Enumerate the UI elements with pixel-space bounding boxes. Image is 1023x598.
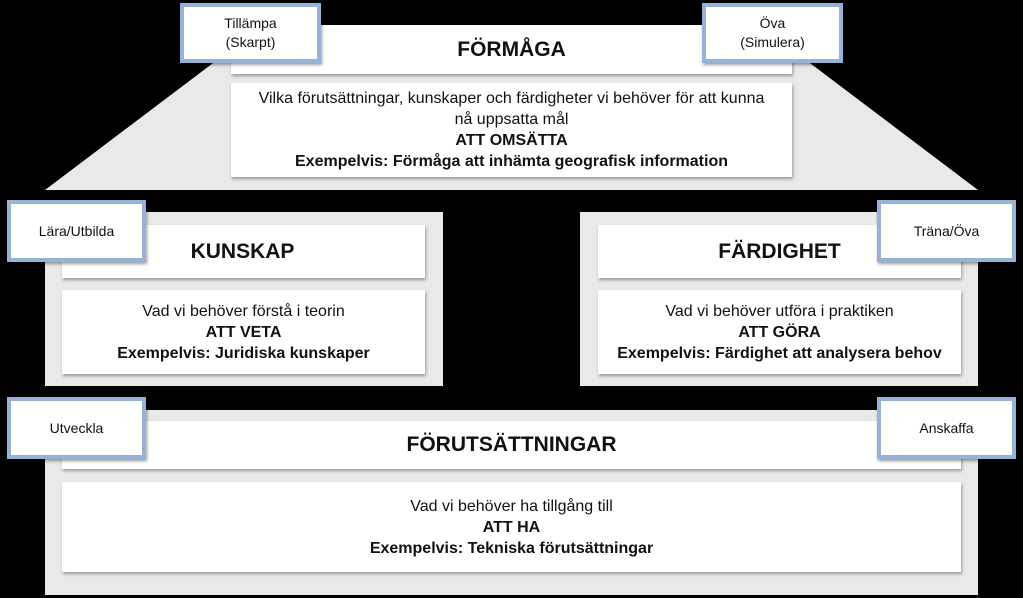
formaga-example: Exempelvis: Förmåga att inhämta geografisk information: [295, 153, 728, 170]
forutsattningar-description-box: [62, 482, 961, 572]
fardighet-example: Exempelvis: Färdighet att analysera behov: [617, 344, 942, 362]
forutsattningar-title: FÖRUTSÄTTNINGAR: [406, 433, 617, 456]
kunskap-title: KUNSKAP: [190, 239, 295, 263]
tag-anskaffa-label: Anskaffa: [919, 419, 974, 436]
tag-trana-ova-label: Träna/Öva: [913, 222, 980, 239]
formaga-description-box: [231, 83, 792, 177]
formaga-desc-line1: Vilka förutsättningar, kunskaper och färdigheter vi behöver för att kunna: [258, 90, 765, 107]
tag-utveckla-label: Utveckla: [49, 419, 104, 436]
formaga-att: ATT OMSÄTTA: [455, 132, 568, 149]
fardighet-desc: Vad vi behöver utföra i praktiken: [665, 302, 894, 320]
tag-tillampa-line1: Tillämpa: [224, 15, 277, 31]
fardighet-att: ATT GÖRA: [738, 323, 821, 341]
forutsattningar-example: Exempelvis: Tekniska förutsättningar: [369, 539, 654, 557]
tag-utveckla: [7, 397, 146, 459]
formaga-title: FÖRMÅGA: [457, 37, 566, 61]
tag-lara-utbilda-label: Lära/Utbilda: [38, 222, 115, 239]
tag-lara-utbilda: [7, 200, 146, 262]
tag-ova-line2: (Simulera): [740, 34, 805, 50]
kunskap-example: Exempelvis: Juridiska kunskaper: [117, 344, 370, 362]
tag-anskaffa: [877, 397, 1016, 459]
tag-ova: [702, 3, 843, 63]
tag-trana-ova: [877, 200, 1016, 262]
tag-tillampa-line2: (Skarpt): [225, 34, 276, 50]
kunskap-att: ATT VETA: [205, 323, 282, 341]
tag-tillampa: [180, 3, 321, 63]
kunskap-desc: Vad vi behöver förstå i teorin: [142, 302, 345, 320]
kunskap-description-box: [62, 290, 425, 374]
forutsattningar-desc: Vad vi behöver ha tillgång till: [410, 497, 613, 515]
formaga-desc-line2: nå uppsatta mål: [454, 111, 569, 128]
forutsattningar-title-box: [62, 421, 961, 469]
forutsattningar-att: ATT HA: [482, 518, 541, 536]
fardighet-title: FÄRDIGHET: [718, 239, 841, 263]
tag-ova-line1: Öva: [759, 15, 786, 31]
fardighet-description-box: [598, 290, 961, 374]
